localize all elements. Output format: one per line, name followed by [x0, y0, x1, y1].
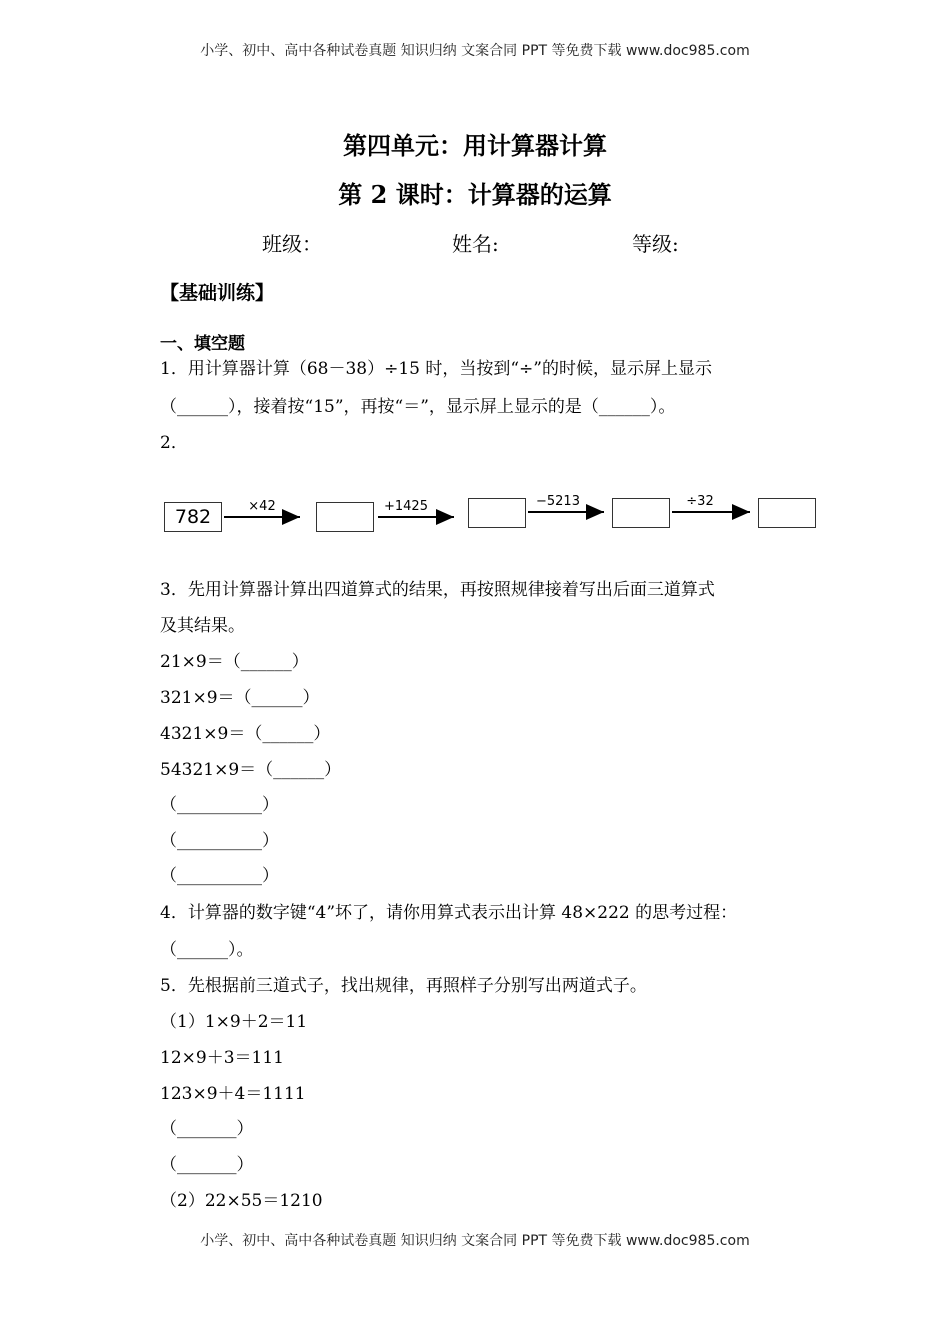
q3-item: 54321×9＝（______） [160, 760, 342, 780]
q5-item: （_______） [160, 1155, 254, 1175]
op-add-1425: +1425 [384, 499, 428, 514]
answer-box-3[interactable] [612, 498, 670, 528]
q5-item: （2）22×55＝1210 [160, 1191, 323, 1211]
q5-line1: 5．先根据前三道式子，找出规律，再照样子分别写出两道式子。 [160, 976, 647, 996]
name-label: 姓名: [452, 232, 499, 256]
op-multiply-42: ×42 [248, 499, 276, 514]
q5-item: （_______） [160, 1119, 254, 1139]
answer-box-4[interactable] [758, 498, 816, 528]
q1-line1: 1．用计算器计算（68－38）÷15 时，当按到“÷”的时候，显示屏上显示 [160, 359, 712, 379]
start-value: 782 [174, 506, 212, 528]
subsection-heading: 一、填空题 [160, 334, 245, 354]
q3-item: （__________） [160, 795, 279, 815]
q3-item: （__________） [160, 866, 279, 886]
q5-item: 12×9＋3＝111 [160, 1048, 284, 1068]
q4-line1: 4．计算器的数字键“4”坏了，请你用算式表示出计算 48×222 的思考过程： [160, 903, 738, 923]
answer-box-1[interactable] [316, 502, 374, 532]
q3-item: （__________） [160, 831, 279, 851]
lesson-title: 第 2 课时：计算器的运算 [338, 180, 612, 209]
calc-flow-diagram [160, 494, 820, 536]
q4-line2: （______）。 [160, 940, 254, 960]
page-footer: 小学、初中、高中各种试卷真题 知识归纳 文案合同 PPT 等免费下载 www.doc985.com [200, 1233, 750, 1249]
op-subtract-5213: −5213 [536, 494, 580, 509]
section-heading: 【基础训练】 [160, 282, 275, 304]
q3-line2: 及其结果。 [160, 616, 245, 636]
op-divide-32: ÷32 [686, 494, 714, 509]
q5-item: 123×9＋4＝1111 [160, 1084, 306, 1104]
q5-item: （1）1×9＋2＝11 [160, 1012, 308, 1032]
page-header: 小学、初中、高中各种试卷真题 知识归纳 文案合同 PPT 等免费下载 www.doc985.com [200, 43, 750, 59]
page-title: 第四单元：用计算器计算 [343, 131, 607, 160]
grade-label: 等级: [632, 232, 679, 256]
q3-item: 321×9＝（______） [160, 688, 320, 708]
answer-box-2[interactable] [468, 498, 526, 528]
q3-item: 21×9＝（______） [160, 652, 309, 672]
q2-label: 2． [160, 433, 188, 453]
class-label: 班级： [262, 232, 322, 256]
q1-line2: （______），接着按“15”，再按“＝”，显示屏上显示的是（______）。 [160, 397, 676, 417]
q3-item: 4321×9＝（______） [160, 724, 331, 744]
q3-line1: 3．先用计算器计算出四道算式的结果，再按照规律接着写出后面三道算式 [160, 580, 715, 600]
